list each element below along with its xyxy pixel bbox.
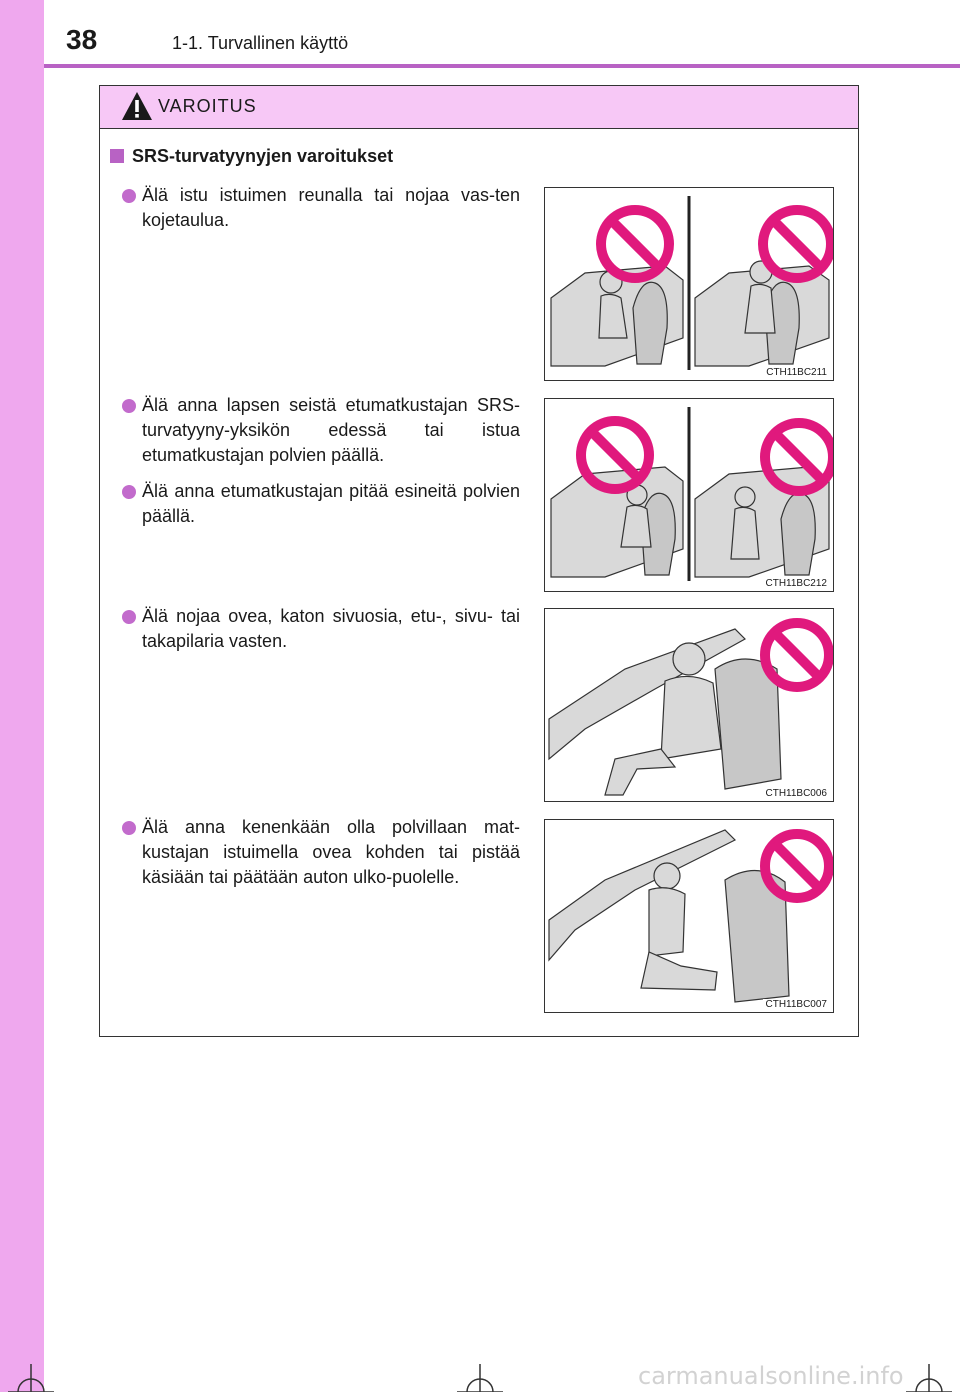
bullet-text: Älä nojaa ovea, katon sivuosia, etu-, sivu- tai takapilaria vasten. <box>142 606 520 651</box>
bullet-dot-icon <box>122 610 136 624</box>
section-title: 1-1. Turvallinen käyttö <box>172 33 349 53</box>
prohibition-sign-icon <box>765 623 829 687</box>
warning-subheading <box>110 146 393 167</box>
crop-mark-icon <box>457 1364 503 1392</box>
crop-mark-icon <box>906 1364 952 1392</box>
bullet-text: Älä anna kenenkään olla polvillaan mat-kustajan istuimella ovea kohden tai pistää käsiään tai päätään auton ulko-puolelle. <box>142 817 520 887</box>
figure-code: CTH11BC007 <box>765 999 827 1010</box>
crop-mark-icon <box>8 1364 54 1392</box>
square-bullet-icon <box>110 149 124 163</box>
bullet-item <box>122 815 520 890</box>
airbag-illustration <box>545 820 833 1012</box>
warning-box <box>99 85 859 1037</box>
prohibition-sign-icon <box>765 834 829 898</box>
figure-code: CTH11BC211 <box>766 367 827 378</box>
prohibition-sign-icon <box>601 210 669 278</box>
warning-header <box>100 86 858 129</box>
bullet-text: Älä anna lapsen seistä etumatkustajan SRS-turvatyyny-yksikön edessä tai istua etumatkustajan polvien päällä. <box>142 395 520 465</box>
airbag-illustration <box>545 399 833 591</box>
side-tab <box>0 0 44 1392</box>
illustration-figure <box>544 608 834 802</box>
airbag-illustration <box>545 188 833 380</box>
figure-code: CTH11BC212 <box>765 578 827 589</box>
bullet-text: Älä anna etumatkustajan pitää esineitä polvien päällä. <box>142 481 520 526</box>
warning-triangle-icon <box>120 90 154 122</box>
warning-title: VAROITUS <box>158 96 257 116</box>
bullet-dot-icon <box>122 821 136 835</box>
subheading-text: SRS-turvatyynyjen varoitukset <box>132 146 394 166</box>
figure-code: CTH11BC006 <box>765 788 827 799</box>
illustration-figure <box>544 819 834 1013</box>
bullet-item <box>122 183 520 233</box>
illustration-figure <box>544 187 834 381</box>
bullet-text: Älä istu istuimen reunalla tai nojaa vas-ten kojetaulua. <box>142 185 520 230</box>
bullet-dot-icon <box>122 399 136 413</box>
bullet-item <box>122 393 520 468</box>
airbag-illustration <box>545 609 833 801</box>
bullet-item <box>122 604 520 654</box>
bullet-dot-icon <box>122 189 136 203</box>
bullet-dot-icon <box>122 485 136 499</box>
watermark: carmanualsonline.info <box>638 1362 904 1390</box>
illustration-figure <box>544 398 834 592</box>
header-rule <box>44 64 960 68</box>
page-number: 38 <box>66 24 98 55</box>
bullet-item <box>122 479 520 529</box>
